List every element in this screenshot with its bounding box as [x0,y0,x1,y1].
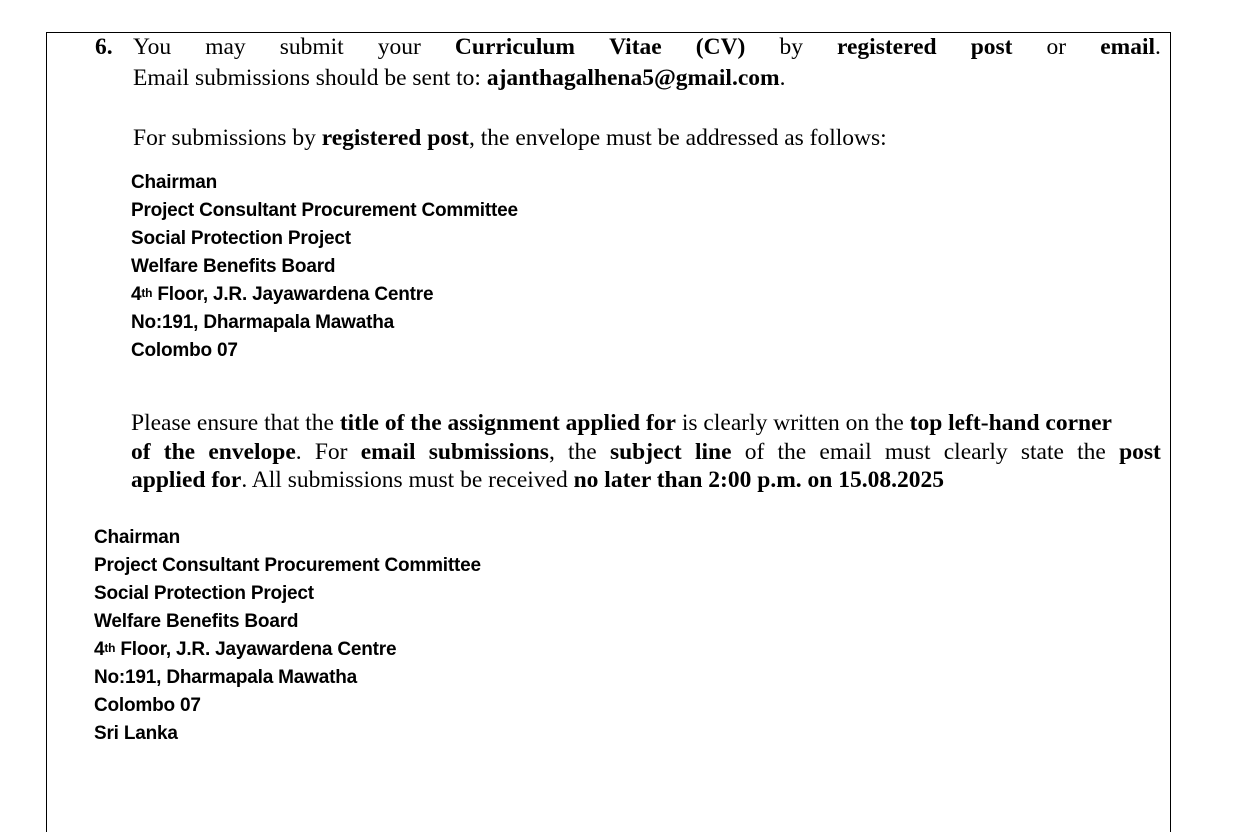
address-line: Project Consultant Procurement Committee [94,555,481,576]
item-line-1-word: You [133,34,172,60]
item-line-1-word: Curriculum [454,34,576,60]
address-line: Colombo 07 [94,695,201,716]
instructions-line-2-word: of [131,439,151,465]
item-line-1-word: email. [1100,34,1161,60]
address-line: Chairman [131,172,218,193]
address-line: No:191, Dharmapala Mawatha [131,312,394,333]
instructions-line-1 [131,410,1112,437]
instructions-line-3-run: no later than 2:00 p.m. on 15.08.2025 [573,467,944,493]
email-address-link[interactable]: ajanthagalhena5@gmail.com [486,65,780,91]
instructions-line-2-word: email [819,439,872,465]
instructions-line-2-word: clearly [943,439,1008,465]
item-number: 6. [95,34,113,60]
instructions-line-2-word: state [1020,439,1064,465]
item-line-1-word: Vitae [609,34,662,60]
ordinal-superscript: th [141,286,153,300]
address-line: 4th Floor, J.R. Jayawardena Centre [131,284,434,305]
address-line: Welfare Benefits Board [131,256,336,277]
item-line-1-word: your [377,34,421,60]
item-line-1-word: (CV) [695,34,746,60]
instructions-line-2-word: of [744,439,765,465]
instructions-line-2-word: post [1119,439,1161,465]
instructions-line-3-run: . All submissions must be received [241,467,574,493]
item-line-2 [133,65,785,92]
address-line: No:191, Dharmapala Mawatha [94,667,357,688]
ordinal-superscript: th [104,641,116,655]
instructions-line-1-run: is clearly written on the [676,410,910,436]
instructions-line-2-word: line [694,439,732,465]
item-line-1-word: post [970,34,1013,60]
item-line-1-word: or [1046,34,1067,60]
instructions-line-2-word: email [360,439,416,465]
item-line-1-word: submit [279,34,344,60]
instructions-line-2-word: envelope. [208,439,302,465]
period: . [779,65,786,91]
instructions-line-2-word: must [884,439,931,465]
item-line-1-word: by [779,34,803,60]
post-intro [133,125,887,152]
address-line: Social Protection Project [94,583,314,604]
instructions-line-2-word: the [1077,439,1106,465]
instructions-line-2-word: the [568,439,597,465]
post-intro-suffix: , the envelope must be addressed as follows: [469,125,887,151]
address-line: Welfare Benefits Board [94,611,299,632]
post-intro-prefix: For submissions by [133,125,322,151]
instructions-line-2 [131,439,1161,466]
instructions-line-2-word: the [777,439,807,465]
item-line-1 [133,34,1161,61]
instructions-line-2-word: For [314,439,348,465]
address-line: Project Consultant Procurement Committee [131,200,518,221]
address-line: 4th Floor, J.R. Jayawardena Centre [94,639,397,660]
instructions-line-2-word: subject [609,439,682,465]
email-intro: Email submissions should be sent to: [133,65,487,91]
item-line-1-word: may [205,34,246,60]
instructions-line-2-word: submissions, [428,439,555,465]
address-line: Social Protection Project [131,228,351,249]
instructions-line-2-word: the [163,439,196,465]
post-intro-bold: registered post [321,125,469,151]
instructions-line-1-run: title of the assignment applied for [339,410,676,436]
address-line: Sri Lanka [94,723,178,744]
item-line-1-word: registered [837,34,937,60]
instructions-line-3 [131,467,944,494]
address-line: Chairman [94,527,181,548]
address-line: Colombo 07 [131,340,238,361]
instructions-line-3-run: applied for [131,467,242,493]
instructions-line-1-run: Please ensure that the [131,410,340,436]
instructions-line-1-run: top left-hand corner [909,410,1112,436]
